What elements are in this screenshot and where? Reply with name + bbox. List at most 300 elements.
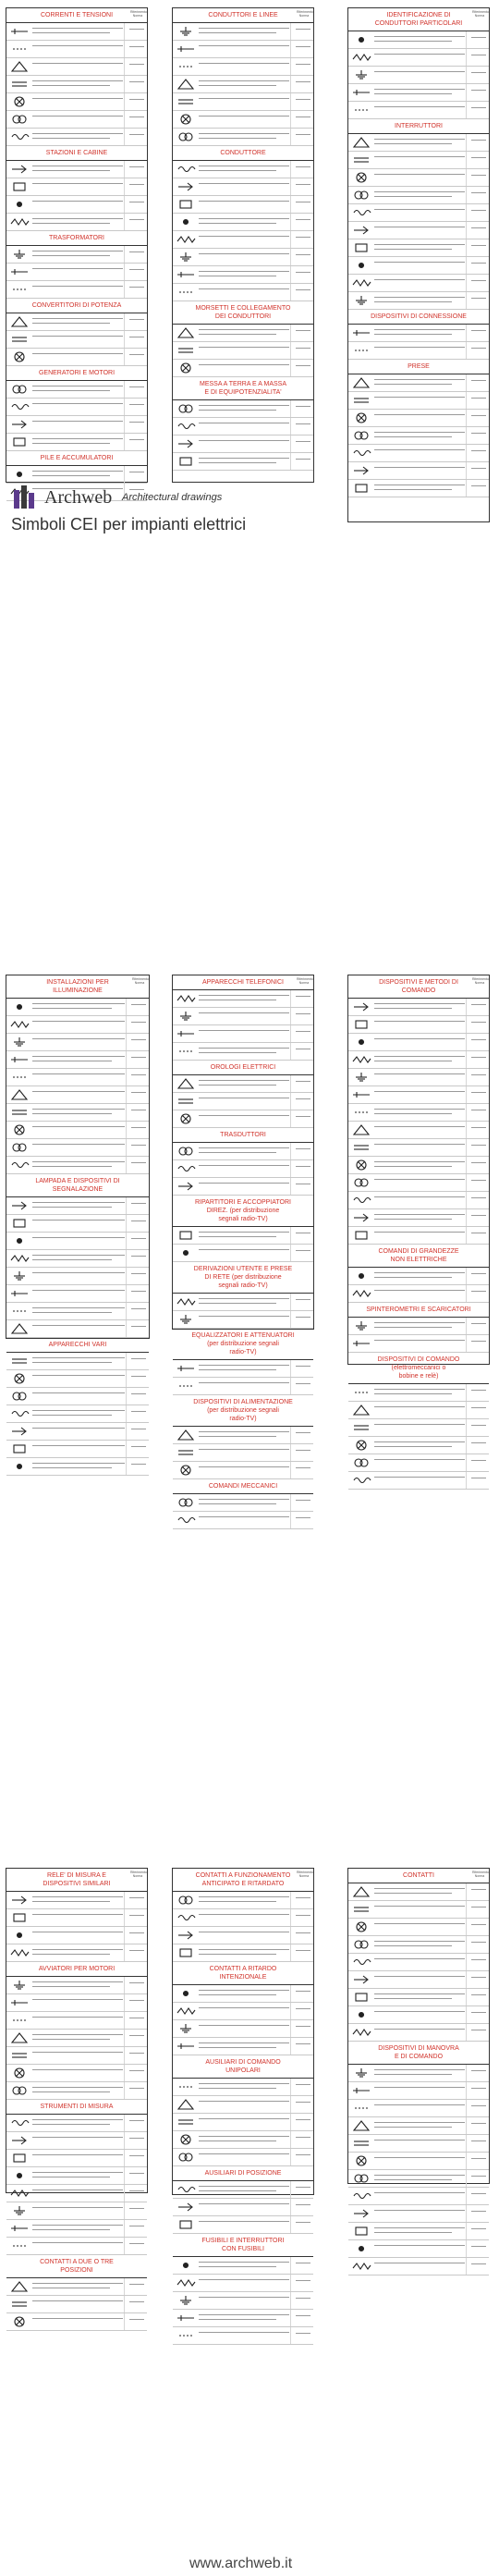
symbol-row	[348, 257, 489, 275]
symbol-row	[348, 134, 489, 152]
description-line	[32, 1056, 125, 1057]
section-header	[6, 366, 147, 381]
section-header	[173, 1395, 313, 1427]
section-title: CORRENTI E TENSIONI	[40, 12, 114, 18]
symbol-row	[173, 1043, 313, 1061]
description-line	[199, 2186, 289, 2187]
double-line-icon	[9, 78, 30, 91]
norm-reference	[296, 1383, 310, 1384]
norm-reference	[131, 1127, 146, 1128]
symbol-row	[173, 1110, 313, 1128]
section-title: RIPARTITORI E ACCOPPIATORI DIREZ. (per distribuzione segnali radio-TV)	[195, 1199, 291, 1222]
section-title: CONTATTI	[403, 1872, 434, 1879]
description-line	[199, 1466, 289, 1467]
symbol-row	[173, 1927, 313, 1944]
ground-icon	[9, 2204, 30, 2217]
description-line	[374, 1958, 465, 1959]
ring-icon	[351, 1938, 371, 1951]
norm-reference	[129, 46, 144, 47]
description-line	[374, 1327, 452, 1328]
norm-reference	[296, 459, 310, 460]
section-header	[348, 1869, 489, 1883]
description-line	[374, 143, 452, 144]
symbol-row	[348, 49, 489, 67]
description-line	[374, 2175, 465, 2176]
symbol-row	[173, 2257, 313, 2275]
double-line-icon	[9, 2298, 30, 2311]
symbol-row	[348, 31, 489, 49]
symbol-row	[173, 2199, 313, 2216]
circle-cross-icon	[9, 350, 30, 363]
column-header-label: Riferimento Norma	[130, 1871, 147, 1878]
dot-icon	[9, 198, 30, 211]
norm-reference	[296, 2008, 310, 2009]
norm-reference	[471, 72, 486, 73]
norm-reference	[471, 245, 486, 246]
triangle-icon	[9, 60, 30, 73]
description-line	[374, 1941, 465, 1942]
norm-reference	[129, 64, 144, 65]
norm-reference	[129, 287, 144, 288]
description-line	[199, 1994, 276, 1995]
arrow-icon	[9, 1425, 30, 1438]
triangle-icon	[176, 1429, 196, 1441]
symbol-row	[6, 2082, 147, 2100]
symbol-row	[6, 381, 147, 399]
norm-reference	[296, 1500, 310, 1501]
norm-reference	[471, 1390, 486, 1391]
sheet-1	[0, 0, 499, 481]
section-title: FUSIBILI E INTERRUTTORI CON FUSIBILI	[201, 2238, 285, 2252]
section-header	[6, 2100, 147, 2115]
norm-reference	[471, 1039, 486, 1040]
description-line	[32, 2172, 123, 2173]
norm-reference	[131, 1358, 146, 1359]
description-line	[374, 1441, 465, 1442]
waveform-icon	[9, 1018, 30, 1031]
description-line	[199, 347, 289, 348]
description-line	[374, 1340, 465, 1341]
norm-reference	[471, 90, 486, 91]
norm-reference	[129, 99, 144, 100]
symbol-row	[348, 2205, 489, 2223]
double-line-icon	[9, 1106, 30, 1119]
archweb-logo-icon	[13, 485, 41, 510]
sun-symbol-icon	[176, 268, 196, 281]
symbol-row	[6, 1122, 149, 1139]
double-line-icon	[176, 1446, 196, 1459]
description-line	[374, 2210, 465, 2211]
squiggle-icon	[351, 447, 371, 460]
norm-reference	[471, 415, 486, 416]
section-header	[348, 1353, 489, 1384]
section-title: AUSILIARI DI COMANDO UNIPOLARI	[205, 2059, 281, 2074]
description-line	[32, 421, 123, 422]
description-line	[199, 1048, 289, 1049]
squiggle-icon	[9, 1407, 30, 1420]
norm-reference	[296, 1317, 310, 1318]
arrow-icon	[176, 180, 196, 193]
squiggle-icon	[176, 2183, 196, 2196]
ring-icon	[9, 1390, 30, 1403]
section-header	[348, 8, 489, 31]
norm-reference	[471, 37, 486, 38]
ground-icon	[176, 1313, 196, 1326]
ring-icon	[9, 1141, 30, 1154]
description-line	[199, 462, 276, 463]
norm-reference	[471, 2263, 486, 2264]
norm-reference	[471, 192, 486, 193]
description-line	[374, 36, 465, 37]
circle-cross-icon	[176, 1112, 196, 1125]
description-line	[199, 1914, 289, 1915]
norm-reference	[471, 348, 486, 349]
description-line	[374, 156, 465, 157]
symbol-row	[348, 1139, 489, 1157]
norm-reference	[471, 2070, 486, 2071]
description-line	[199, 1449, 289, 1450]
description-line	[374, 1945, 452, 1946]
description-line	[32, 1126, 125, 1127]
norm-reference	[131, 1039, 146, 1040]
norm-reference	[131, 1145, 146, 1146]
column-header-label: Riferimento Norma	[132, 977, 149, 985]
section-title: CONTATTI A RITARDO INTENZIONALE	[209, 1966, 277, 1981]
symbol-row	[348, 462, 489, 480]
norm-reference	[471, 1022, 486, 1023]
norm-reference	[471, 1127, 486, 1128]
description-line	[199, 271, 289, 272]
description-line	[32, 2091, 110, 2092]
description-line	[374, 54, 465, 55]
symbol-row	[6, 41, 147, 58]
column-header-label: Riferimento Norma	[297, 977, 313, 985]
norm-reference	[471, 485, 486, 486]
symbol-row	[6, 23, 147, 41]
norm-reference	[296, 2154, 310, 2155]
symbol-row	[348, 1472, 489, 1490]
symbol-row	[348, 2153, 489, 2170]
symbol-row	[6, 1405, 149, 1423]
description-line	[374, 1219, 452, 1220]
sheet-3-column-2	[172, 1868, 314, 2252]
double-line-icon	[351, 394, 371, 407]
norm-reference	[296, 2084, 310, 2085]
description-line	[199, 45, 289, 46]
section-title: CONDUTTORE	[220, 150, 266, 156]
description-line	[32, 1166, 112, 1167]
dash-icon	[351, 1106, 371, 1119]
norm-reference	[471, 175, 486, 176]
norm-reference	[471, 330, 486, 331]
description-line	[32, 1445, 125, 1446]
description-line	[374, 384, 452, 385]
symbol-row	[348, 2170, 489, 2188]
description-line	[374, 1166, 452, 1167]
brand-tagline: Architectural drawings	[122, 492, 223, 503]
norm-reference	[471, 1092, 486, 1093]
norm-reference	[471, 1442, 486, 1443]
norm-reference	[296, 166, 310, 167]
dot-icon	[351, 1270, 371, 1282]
norm-reference	[129, 81, 144, 82]
symbol-row	[348, 1104, 489, 1122]
description-line	[32, 1357, 125, 1358]
description-line	[199, 1115, 289, 1116]
description-line	[32, 1981, 123, 1982]
description-line	[199, 288, 289, 289]
norm-reference	[471, 1994, 486, 1995]
norm-reference	[131, 1291, 146, 1292]
symbol-row	[348, 2117, 489, 2135]
description-line	[32, 2300, 123, 2301]
description-line	[199, 1080, 289, 1081]
section-title: COMANDI DI GRANDEZZE NON ELETTRICHE	[378, 1248, 459, 1263]
symbol-row	[6, 1034, 149, 1051]
symbol-row	[6, 93, 147, 111]
norm-reference	[471, 1162, 486, 1163]
symbol-row	[173, 266, 313, 284]
norm-reference	[296, 1932, 310, 1933]
norm-reference	[296, 99, 310, 100]
description-line	[374, 397, 465, 398]
symbol-row	[6, 2115, 147, 2132]
symbol-row	[173, 1985, 313, 2003]
section-title: DISPOSITIVI DI MANOVRA E DI COMANDO	[378, 2045, 459, 2060]
dot-icon	[176, 1246, 196, 1259]
section-title: TRASFORMATORI	[48, 235, 105, 241]
double-line-icon	[9, 1355, 30, 1368]
footer-url[interactable]: www.archweb.it	[189, 2556, 293, 2571]
waveform-icon	[351, 276, 371, 289]
description-line	[199, 1147, 289, 1148]
description-line	[32, 1161, 125, 1162]
symbol-row	[173, 93, 313, 111]
ground-icon	[351, 68, 371, 81]
section-header	[6, 2255, 147, 2278]
description-line	[374, 1109, 465, 1110]
norm-reference	[129, 2070, 144, 2071]
double-line-icon	[351, 1421, 371, 1434]
norm-reference	[471, 107, 486, 108]
circle-cross-icon	[9, 2067, 30, 2079]
dot-icon	[351, 33, 371, 46]
squiggle-icon	[9, 2116, 30, 2129]
section-header	[348, 1245, 489, 1268]
section-header	[173, 975, 313, 990]
norm-reference	[131, 1376, 146, 1377]
norm-reference	[296, 237, 310, 238]
section-header	[348, 2042, 489, 2065]
ground-icon	[351, 294, 371, 307]
section-header	[173, 8, 313, 23]
description-line	[32, 85, 110, 86]
symbol-row	[348, 2065, 489, 2082]
section-title: CONDUTTORI E LINEE	[208, 12, 278, 18]
norm-reference	[296, 1116, 310, 1117]
section-title: MORSETTI E COLLEGAMENTO DEI CONDUTTORI	[195, 305, 291, 320]
norm-reference	[296, 1897, 310, 1898]
section-header	[173, 2234, 313, 2257]
description-line	[32, 1362, 112, 1363]
symbol-row	[6, 1250, 149, 1268]
page-title: Simboli CEI per impianti elettrici	[11, 515, 247, 534]
double-line-icon	[176, 344, 196, 357]
norm-reference	[129, 386, 144, 387]
section-header	[173, 1196, 313, 1227]
sun-symbol-icon	[9, 2222, 30, 2235]
symbol-row	[6, 2313, 147, 2331]
symbol-row	[173, 1075, 313, 1093]
description-line	[32, 2318, 123, 2319]
box-icon	[351, 1018, 371, 1031]
section-header	[173, 1262, 313, 1294]
norm-reference	[471, 2158, 486, 2159]
description-line	[199, 2279, 289, 2280]
symbol-row	[348, 1419, 489, 1437]
description-line	[32, 1113, 112, 1114]
sheet-2-column-1	[6, 975, 150, 1348]
description-line	[199, 2153, 289, 2154]
symbol-row	[173, 453, 313, 471]
symbol-row	[6, 1233, 149, 1250]
symbol-row	[6, 1104, 149, 1122]
circle-cross-icon	[9, 1123, 30, 1136]
symbol-row	[173, 161, 313, 178]
symbol-row	[348, 410, 489, 427]
section-header	[173, 301, 313, 325]
description-line	[199, 1954, 276, 1955]
symbol-row	[6, 1051, 149, 1069]
squiggle-icon	[9, 400, 30, 413]
section-title: AUSILIARI DI POSIZIONE	[204, 2170, 282, 2177]
norm-reference	[129, 2173, 144, 2174]
norm-reference	[296, 1299, 310, 1300]
waveform-icon	[351, 1053, 371, 1066]
description-line	[32, 45, 123, 46]
symbol-row	[173, 249, 313, 266]
description-line	[32, 28, 123, 29]
box-icon	[176, 1229, 196, 1242]
description-line	[32, 201, 123, 202]
symbol-row	[173, 23, 313, 41]
symbol-row	[173, 2114, 313, 2131]
description-line	[374, 1179, 465, 1180]
section-title: DISPOSITIVI DI COMANDO (elettromeccanici o bobine e relè)	[377, 1356, 460, 1380]
symbol-row	[173, 129, 313, 146]
norm-reference	[131, 1464, 146, 1465]
symbol-row	[6, 1268, 149, 1285]
box-icon	[176, 1946, 196, 1959]
ring-icon	[351, 2172, 371, 2185]
sun-symbol-icon	[176, 1362, 196, 1375]
sun-symbol-icon	[176, 2312, 196, 2325]
symbol-row	[173, 2079, 313, 2096]
ring-icon	[9, 383, 30, 396]
description-line	[32, 1255, 125, 1256]
symbol-row	[348, 999, 489, 1016]
description-line	[374, 1214, 465, 1215]
squiggle-icon	[176, 1514, 196, 1527]
description-line	[32, 2119, 123, 2120]
waveform-icon	[176, 992, 196, 1005]
norm-reference	[471, 2012, 486, 2013]
symbol-row	[173, 1008, 313, 1025]
sheet-3-column-1	[6, 1868, 148, 2274]
description-line	[32, 1073, 125, 1074]
column-header-label: Riferimento Norma	[297, 1871, 313, 1878]
ground-icon	[176, 2294, 196, 2307]
description-line	[199, 223, 276, 224]
description-line	[374, 436, 452, 437]
circle-cross-icon	[9, 1372, 30, 1385]
norm-reference	[471, 2176, 486, 2177]
description-line	[32, 471, 123, 472]
description-line	[32, 223, 110, 224]
section-title: CONTATTI A DUE O TRE POSIZIONI	[40, 2259, 114, 2274]
dash-icon	[176, 1045, 196, 1058]
description-line	[199, 201, 289, 202]
norm-reference	[471, 398, 486, 399]
ring-icon	[176, 1894, 196, 1907]
norm-reference	[129, 1950, 144, 1951]
description-line	[32, 1467, 112, 1468]
description-line	[199, 364, 289, 365]
symbol-row	[348, 374, 489, 392]
norm-reference	[296, 2137, 310, 2138]
description-line	[374, 2140, 465, 2141]
circle-cross-icon	[176, 113, 196, 126]
norm-reference	[471, 1145, 486, 1146]
circle-cross-icon	[9, 2315, 30, 2328]
description-line	[199, 1236, 276, 1237]
norm-reference	[131, 1393, 146, 1394]
description-line	[374, 1446, 452, 1447]
box-icon	[9, 1911, 30, 1924]
section-title: DISPOSITIVI DI CONNESSIONE	[371, 313, 467, 320]
norm-reference	[471, 2211, 486, 2212]
norm-reference	[471, 2105, 486, 2106]
norm-reference	[129, 2138, 144, 2139]
squiggle-icon	[351, 2190, 371, 2202]
norm-reference	[131, 1022, 146, 1023]
description-line	[374, 1232, 465, 1233]
sun-symbol-icon	[351, 1088, 371, 1101]
symbol-row	[348, 2240, 489, 2258]
section-title: OROLOGI ELETTRICI	[210, 1064, 276, 1071]
description-line	[199, 1052, 276, 1053]
description-line	[374, 334, 452, 335]
ground-icon	[9, 1270, 30, 1282]
dot-icon	[9, 468, 30, 481]
symbol-row	[6, 2030, 147, 2047]
norm-reference	[129, 422, 144, 423]
symbol-row	[6, 1370, 149, 1388]
symbol-row	[173, 1378, 313, 1395]
symbol-row	[348, 2188, 489, 2205]
norm-reference	[129, 219, 144, 220]
norm-reference	[131, 1203, 146, 1204]
description-line	[374, 71, 465, 72]
description-line	[374, 1008, 452, 1009]
symbol-row	[173, 284, 313, 301]
symbol-row	[348, 325, 489, 342]
dot-icon	[351, 2242, 371, 2255]
section-title: STAZIONI E CABINE	[45, 150, 108, 156]
norm-reference	[296, 423, 310, 424]
description-line	[199, 1298, 289, 1299]
dash-icon	[9, 2014, 30, 2027]
